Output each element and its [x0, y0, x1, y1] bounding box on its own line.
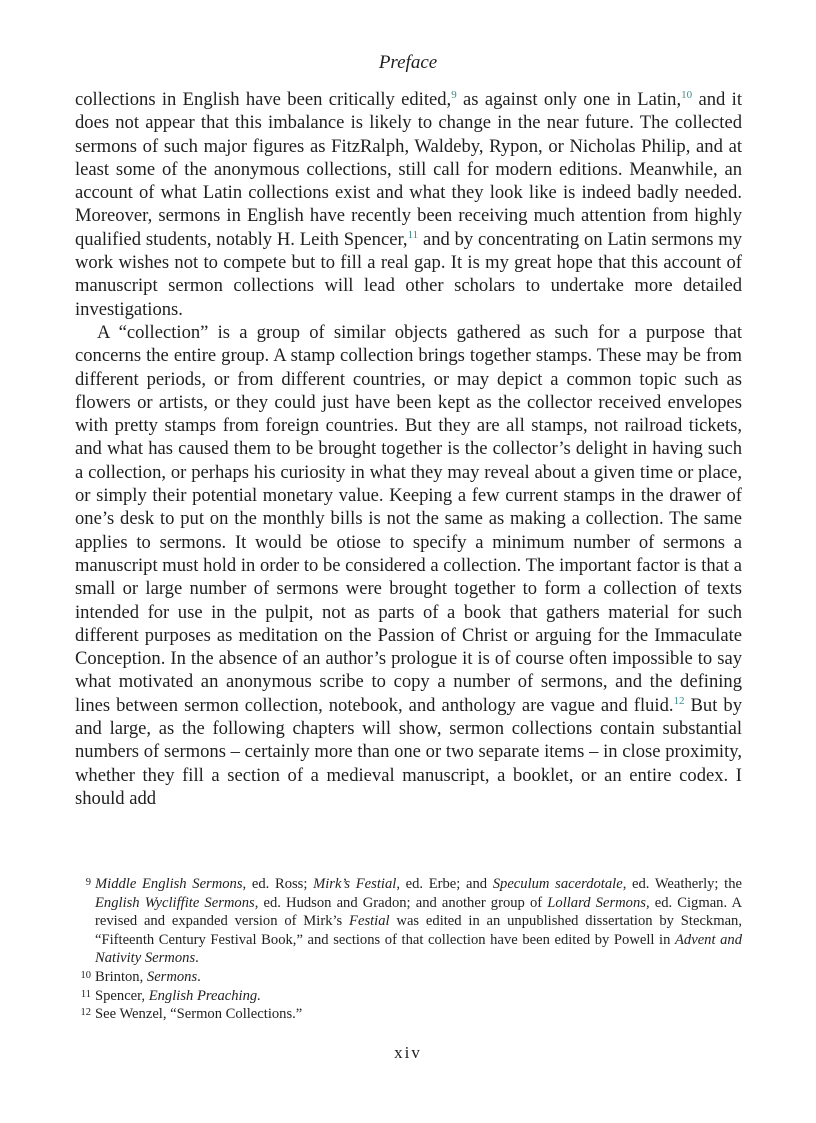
body-text	[75, 88, 742, 810]
text-run: A “collection” is a group of similar objects gathered as such for a purpose that concerns the entire group. A stamp collection brings together stamps. These may be from different periods, or from different countries, or may depict a common topic such as flowers or artists, or they could just have been kept as the collector received envelopes with pretty stamps from foreign countries. But they are all stamps, not railroad tickets, and what has caused them to be brought together is the collector’s delight in having such a collection, or perhaps his curiosity in what they may reveal about a given time or place, or simply their potential monetary value. Keeping a few current stamps in the drawer of one’s desk to put on the monthly bills is not the same as making a collection. The same applies to sermons. It would be otiose to specify a minimum number of sermons a manuscript must hold in order to be considered a collection. The important factor is that a small or large number of sermons were brought together to form a collection of texts intended for use in the pulpit, not as parts of a book that gathers material for such different purposes as meditation on the Passion of Christ or arguing for the Immaculate Conception. In the absence of an author’s prologue it is of course often impossible to say what motivated an anonymous scribe to copy a number of sermons, and the defining lines between sermon collection, notebook, and anthology are vague and fluid.	[75, 321, 742, 716]
text-run: Brinton,	[95, 968, 147, 985]
cited-title: Middle English Sermons	[95, 876, 243, 892]
text-run: as against only one in Latin,	[456, 89, 682, 110]
footnote-text	[95, 1005, 742, 1024]
cited-title: Mirk’s Festial	[313, 876, 397, 892]
text-run: collections in English have been critically edited,	[75, 89, 452, 110]
footnote	[75, 875, 742, 968]
page-number: xiv	[394, 1043, 422, 1062]
footnote-text	[95, 987, 742, 1006]
cited-title: Sermons	[146, 968, 198, 985]
cited-title: Speculum sacerdotale	[492, 876, 623, 892]
text-run: Spencer,	[95, 987, 149, 1004]
text-run: was edited in an unpublished dissertation by Steckman, “Fifteenth Century Festival Book,” and sections of that collection have been edited by Powell in	[95, 913, 742, 948]
text-run: , ed. Weatherly; the	[622, 876, 742, 892]
footnote-number: 12	[80, 1007, 91, 1019]
footnote	[75, 1005, 742, 1024]
footnote	[75, 987, 742, 1006]
cited-title: Festial	[349, 913, 390, 930]
text-run: , ed. Erbe; and	[396, 876, 493, 892]
footnote-ref-10[interactable]: 10	[681, 89, 693, 101]
cited-title: English Wycliffite Sermons	[95, 894, 255, 911]
footnotes	[75, 875, 742, 1024]
text-run: , ed. Hudson and Gradon; and another group of	[254, 894, 548, 911]
footnote	[75, 968, 742, 987]
text-run: and it does not appear that this imbalance is likely to change in the near future. The collected sermons of such major figures as FitzRalph, Waldeby, Rypon, or Nicholas Philip, and at least some of the anonymous collections, still call for modern editions. Meanwhile, an account of what Latin collections exist and what they look like is indeed badly needed. Moreover, sermons in English have recently been receiving much attention from highly qualified students, notably H. Leith Spencer,	[75, 89, 742, 250]
text-run: , ed. Ross;	[242, 876, 314, 892]
footnote-ref-11[interactable]: 11	[407, 228, 419, 241]
text-run: and by concentrating on Latin sermons my work wishes not to compete but to fill a real gap. It is my great hope that this account of manuscript sermon collections will lead other scholars to undertake more detailed investigations.	[75, 228, 742, 320]
paragraph	[75, 321, 742, 810]
footnote-ref-12[interactable]: 12	[673, 694, 685, 707]
running-head: Preface	[378, 52, 438, 73]
text-run: .	[195, 950, 199, 967]
cited-title: English Preaching.	[148, 987, 261, 1004]
footnote-ref-9[interactable]: 9	[451, 89, 457, 101]
footnote-text	[95, 875, 742, 968]
text-run: But by and large, as the following chapters will show, sermon collections contain substantial numbers of sermons – certainly more than one or two separate items – in close proximity, whether they fill a section of a medieval manuscript, a booklet, or an entire codex. I should add	[75, 694, 742, 809]
cited-title: Lollard Sermons	[547, 894, 646, 911]
footnote-number: 11	[80, 988, 91, 1000]
footnote-text	[95, 968, 742, 987]
text-run: See Wenzel, “Sermon Collections.”	[95, 1006, 303, 1023]
cited-title: Advent and Nativity Sermons	[95, 931, 743, 967]
footnote-number: 10	[80, 969, 91, 981]
text-run: .	[197, 968, 201, 985]
paragraph	[75, 88, 742, 321]
footnote-number: 9	[85, 877, 91, 888]
text-run: , ed. Cigman. A revised and expanded version of Mirk’s	[95, 894, 742, 930]
